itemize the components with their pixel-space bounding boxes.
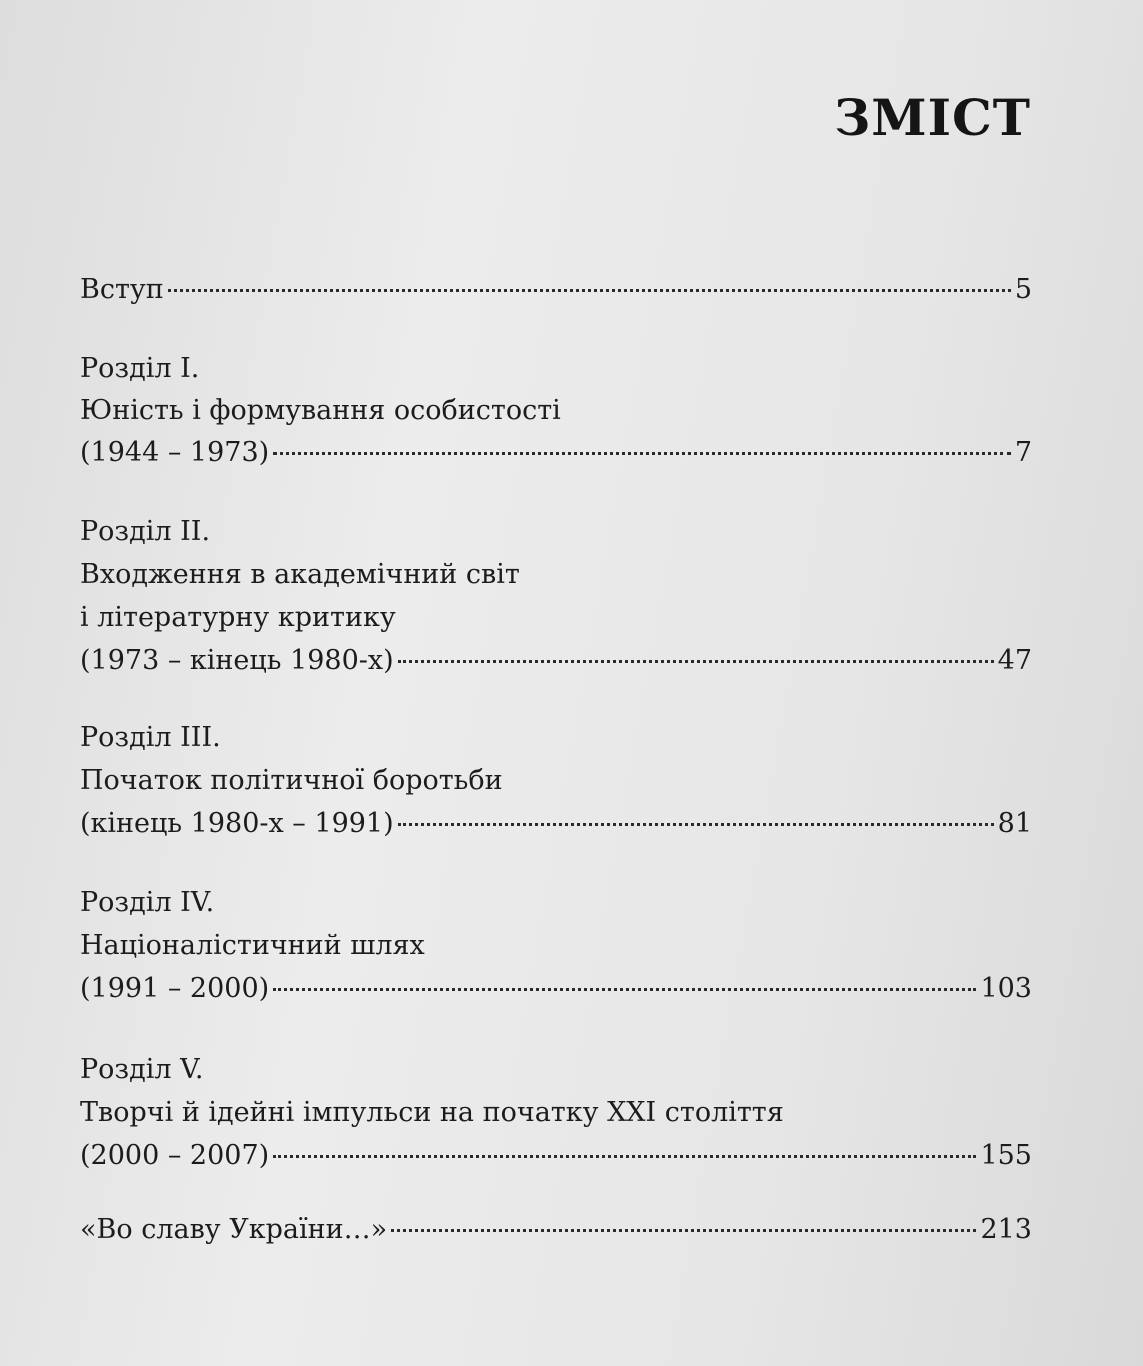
- dot-leader: [273, 1155, 976, 1158]
- dot-leader: [168, 289, 1011, 292]
- toc-page-number: 5: [1014, 274, 1032, 305]
- chapter-title: Початок політичної боротьби: [80, 765, 503, 796]
- toc-row: [80, 273, 1032, 307]
- toc-page-number: 7: [1014, 437, 1032, 468]
- dot-leader: [398, 823, 994, 826]
- dot-leader: [273, 452, 1011, 455]
- toc-page-number: 213: [980, 1214, 1032, 1245]
- toc-entry-years: (1944 – 1973): [80, 437, 270, 468]
- toc-entry-chapter-3: [80, 721, 1032, 841]
- chapter-title: Творчі й ідейні імпульси на початку XXI століття: [80, 1097, 784, 1128]
- toc-page-number: 47: [997, 645, 1032, 676]
- chapter-label: Розділ ІІІ.: [80, 722, 221, 753]
- toc-entry-years: (1991 – 2000): [80, 973, 270, 1004]
- toc-entry-years: (1973 – кінець 1980-х): [80, 645, 394, 676]
- chapter-label: Розділ І.: [80, 353, 200, 384]
- toc-entry-chapter-1: [80, 352, 1032, 470]
- chapter-label: Розділ IV.: [80, 887, 215, 918]
- dot-leader: [398, 660, 994, 663]
- toc-row: [80, 1139, 1032, 1173]
- toc-entry-chapter-5: [80, 1053, 1032, 1173]
- toc-page-number: 103: [980, 973, 1032, 1004]
- toc-entry-years: (кінець 1980-х – 1991): [80, 808, 394, 839]
- toc-page-number: 81: [997, 808, 1032, 839]
- chapter-title: Входження в академічний світ: [80, 559, 520, 590]
- toc-entry-years: (2000 – 2007): [80, 1140, 270, 1171]
- chapter-label: Розділ ІІ.: [80, 516, 211, 547]
- chapter-title: Націоналістичний шлях: [80, 930, 425, 961]
- page-title: ЗМІСТ: [834, 88, 1031, 147]
- toc-page-number: 155: [980, 1140, 1032, 1171]
- toc-row: [80, 807, 1032, 841]
- toc-entry-intro: [80, 273, 1032, 307]
- toc-entry-chapter-4: [80, 886, 1032, 1006]
- chapter-label: Розділ V.: [80, 1054, 204, 1085]
- toc-entry-chapter-2: [80, 515, 1032, 678]
- toc-entry-title: Вступ: [80, 274, 164, 305]
- dot-leader: [391, 1229, 976, 1232]
- toc-row: [80, 972, 1032, 1006]
- toc-row: [80, 1213, 1032, 1247]
- chapter-title: Юність і формування особистості: [80, 395, 561, 426]
- chapter-title-continued: і літературну критику: [80, 602, 396, 633]
- toc-entry-epilogue: [80, 1213, 1032, 1247]
- dot-leader: [273, 988, 976, 991]
- toc-row: [80, 436, 1032, 470]
- toc-entry-title: «Во славу України…»: [80, 1214, 388, 1245]
- toc-row: [80, 644, 1032, 678]
